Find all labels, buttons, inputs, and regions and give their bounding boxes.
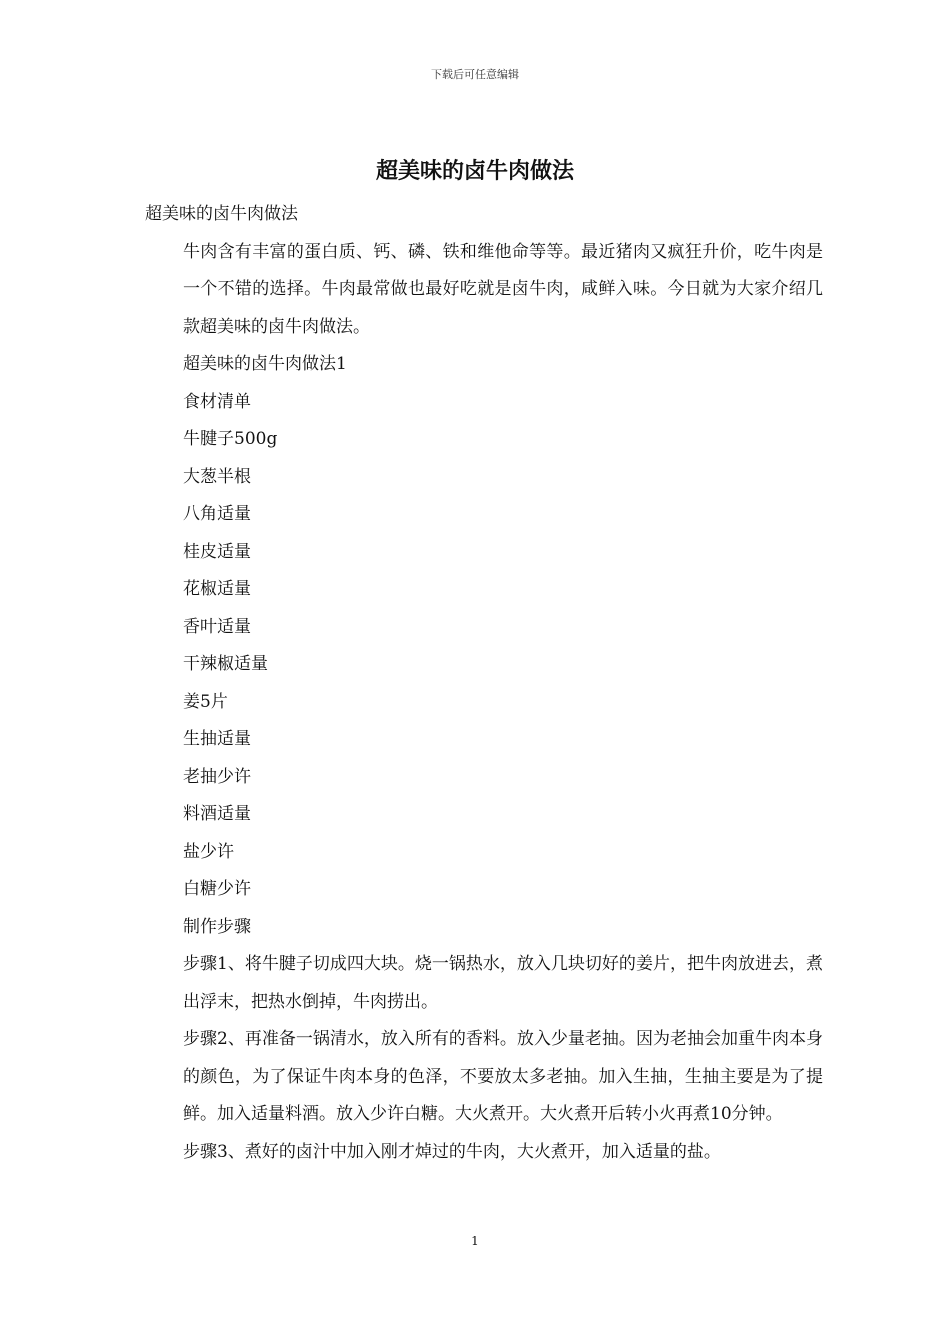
paragraph-intro: 牛肉含有丰富的蛋白质、钙、磷、铁和维他命等等。最近猪肉又疯狂升价，吃牛肉是一个不错的选择。牛肉最常做也最好吃就是卤牛肉，咸鲜入味。今日就为大家介绍几款超美味的卤牛肉做法。: [183, 241, 823, 337]
ingredient-item: 八角适量: [183, 504, 251, 524]
step-paragraph: 步骤3、煮好的卤汁中加入刚才焯过的牛肉，大火煮开，加入适量的盐。: [183, 1141, 721, 1162]
ingredient-item: 香叶适量: [183, 616, 251, 637]
ingredient-item: 大葱半根: [183, 466, 251, 487]
ingredient-item: 桂皮适量: [183, 541, 251, 562]
ingredients-heading: 食材清单: [183, 391, 251, 412]
step-paragraph: 步骤1、将牛腱子切成四大块。烧一锅热水，放入几块切好的姜片，把牛肉放进去，煮出浮末，把热水倒掉，牛肉捞出。: [183, 954, 823, 1012]
paragraph-subtitle: 超美味的卤牛肉做法: [145, 204, 298, 224]
ingredient-item: 盐少许: [183, 841, 234, 862]
ingredient-item: 干辣椒适量: [183, 654, 268, 674]
ingredient-item: 花椒适量: [183, 579, 251, 599]
ingredient-item: 牛腱子500g: [183, 429, 278, 449]
ingredient-item: 老抽少许: [183, 766, 251, 787]
ingredient-item: 生抽适量: [183, 729, 251, 749]
page-number: 1: [471, 1234, 479, 1248]
steps-heading: 制作步骤: [183, 916, 251, 937]
ingredient-item: 白糖少许: [183, 879, 251, 899]
ingredient-item: 姜5片: [183, 691, 228, 712]
document-body: [145, 196, 823, 1171]
section-heading: 超美味的卤牛肉做法1: [183, 354, 347, 374]
ingredient-item: 料酒适量: [183, 804, 251, 824]
page-header: 下载后可任意编辑: [431, 68, 519, 81]
step-paragraph: 步骤2、再准备一锅清水，放入所有的香料。放入少量老抽。因为老抽会加重牛肉本身的颜色，为了保证牛肉本身的色泽，不要放太多老抽。加入生抽，生抽主要是为了提鲜。加入适量料酒。放入少许白糖。大火煮开。大火煮开后转小火再煮10分钟。: [183, 1029, 823, 1124]
document-title: 超美味的卤牛肉做法: [375, 159, 574, 184]
